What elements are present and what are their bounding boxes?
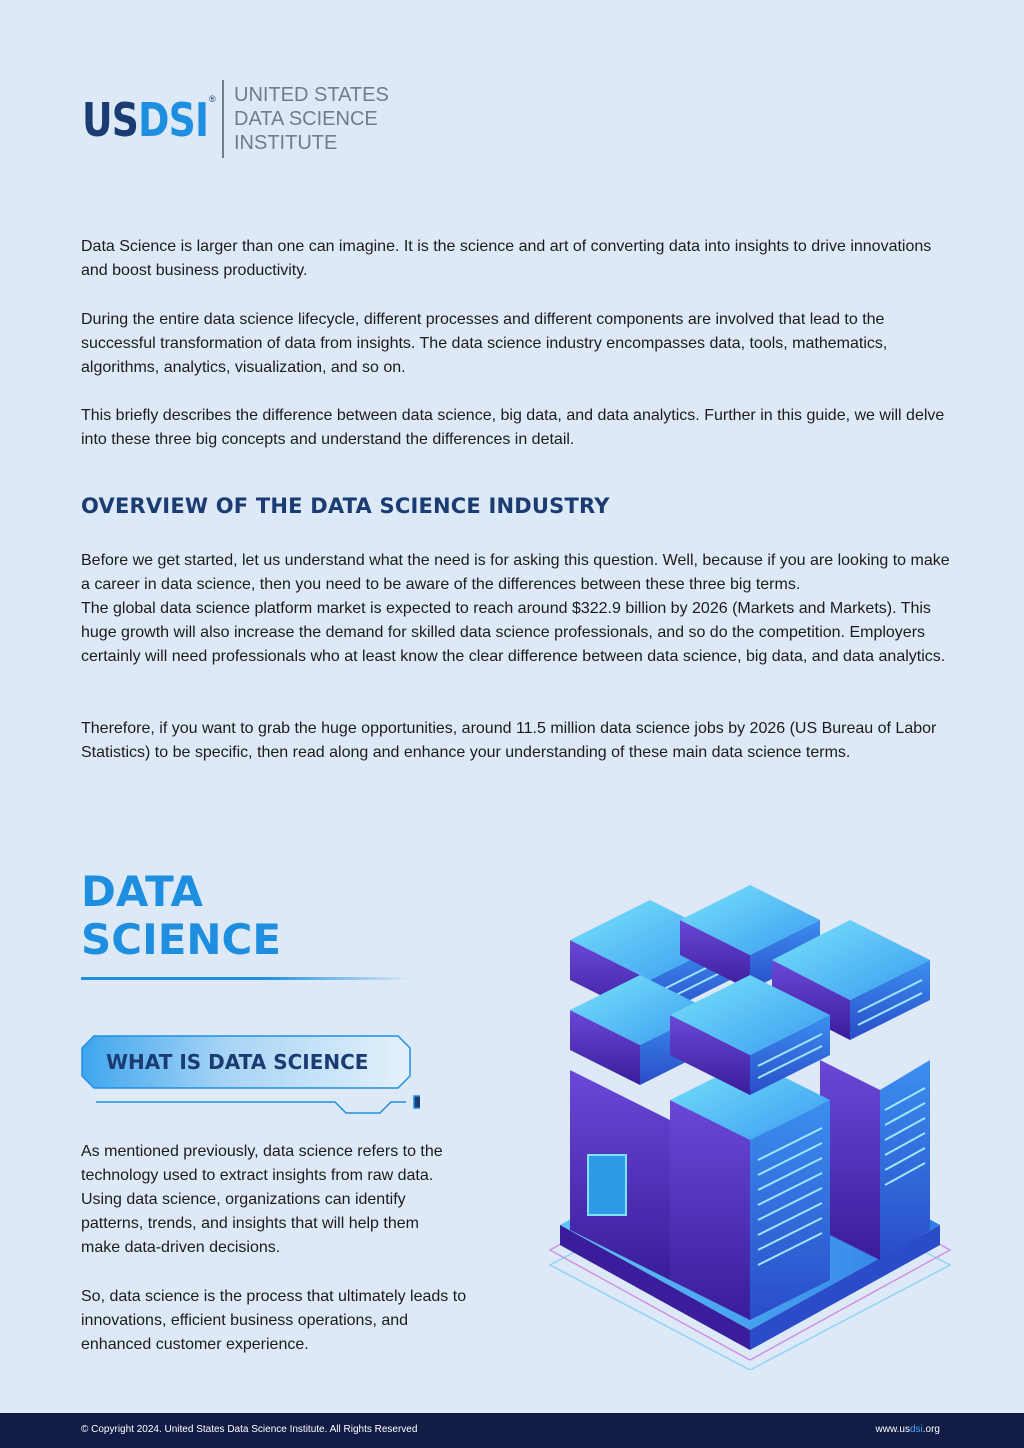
- title-underline: [81, 977, 411, 980]
- server-rack-illustration: [540, 870, 960, 1370]
- data-science-paragraph-1: As mentioned previously, data science refers to the technology used to extract insights from raw data. Using data science, organizations can identify patterns, trends, and insights that will help them make data-driven decisions.: [81, 1143, 443, 1256]
- usdsi-logo: [82, 80, 389, 160]
- logo-mark: US DSI: [82, 93, 209, 147]
- data-science-title: DATA SCIENCE: [81, 867, 282, 964]
- overview-paragraph-1a: Before we get started, let us understand what the need is for asking this question. Well, because if you are looking to make a career in data science, then you need to be aware of the differences between these three big terms.: [81, 552, 950, 593]
- what-is-data-science-badge: [80, 1034, 420, 1114]
- footer-copyright: © Copyright 2024. United States Data Science Institute. All Rights Reserved: [81, 1424, 418, 1435]
- server-icon: [540, 870, 960, 1370]
- badge-frame: [80, 1034, 420, 1114]
- registered-mark: ®: [209, 94, 216, 104]
- overview-paragraph-2: Therefore, if you want to grab the huge opportunities, around 11.5 million data science jobs by 2026 (US Bureau of Labor Statistics) to be specific, then read along and enhance your understanding of these main data science terms.: [81, 720, 937, 761]
- logo-divider: [222, 80, 224, 158]
- footer-website-link[interactable]: www.usdsi.org: [875, 1424, 940, 1435]
- intro-paragraph-1: Data Science is larger than one can imagine. It is the science and art of converting data into insights to drive innovations and boost business productivity.: [81, 238, 932, 279]
- logo-wordmark: UNITED STATES DATA SCIENCE INSTITUTE: [234, 84, 389, 154]
- overview-heading: OVERVIEW OF THE DATA SCIENCE INDUSTRY: [81, 494, 610, 518]
- data-science-paragraph-2: So, data science is the process that ultimately leads to innovations, efficient business operations, and enhanced customer experience.: [81, 1288, 467, 1353]
- footer: [0, 1413, 1024, 1448]
- intro-paragraph-3: This briefly describes the difference between data science, big data, and data analytics. Further in this guide, we will delve into these three big concepts and understand the differences in detail.: [81, 407, 945, 448]
- overview-paragraph-1b: The global data science platform market is expected to reach around $322.9 billion by 2026 (Markets and Markets). This huge growth will also increase the demand for skilled data science professionals, and so do the competition. Employers certainly will need professionals who at least know the clear difference between data science, big data, and data analytics.: [81, 600, 946, 665]
- badge-label: WHAT IS DATA SCIENCE: [106, 1050, 369, 1074]
- intro-paragraph-2: During the entire data science lifecycle, different processes and different components are involved that lead to the successful transformation of data from insights. The data science industry encompasses data, tools, mathematics, algorithms, analytics, visualization, and so on.: [81, 311, 888, 376]
